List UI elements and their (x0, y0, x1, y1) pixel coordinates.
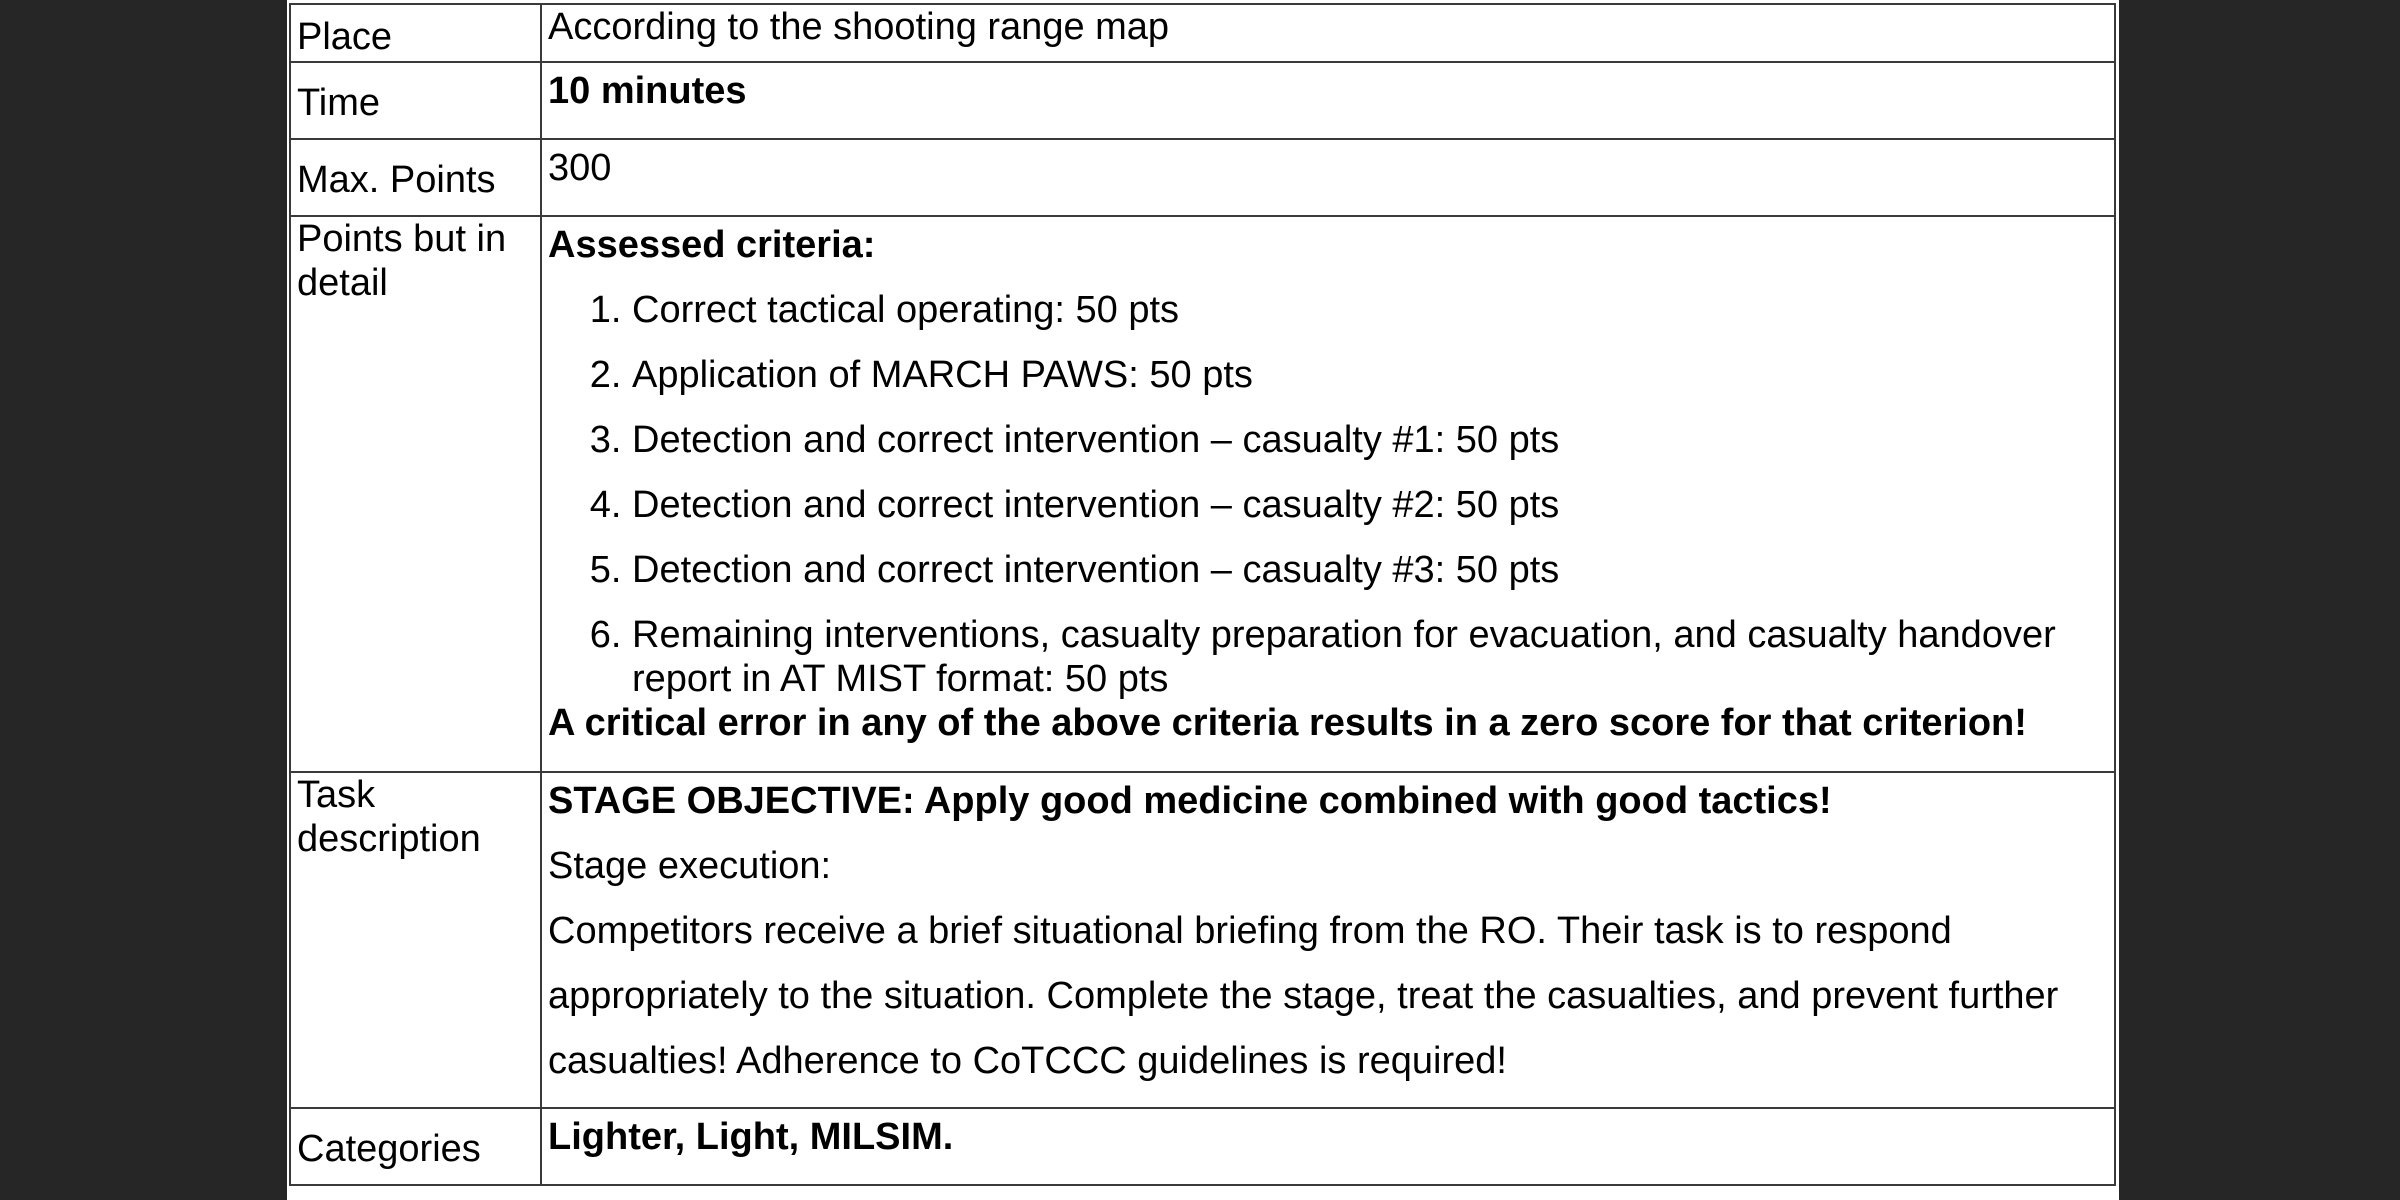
document-page (287, 0, 2119, 1200)
criteria-item: 6. Remaining interventions, casualty preparation for evacuation, and casualty handover report in AT MIST format: 50 pts (632, 613, 2114, 701)
criteria-item: 5. Detection and correct intervention – casualty #3: 50 pts (632, 548, 2114, 592)
table-row-max-points (290, 139, 2115, 216)
stage-objective: STAGE OBJECTIVE: Apply good medicine combined with good tactics! (548, 780, 1832, 822)
task-description-cell (541, 772, 2115, 1108)
stage-table (289, 3, 2116, 1186)
table-row-task-description (290, 772, 2115, 1108)
table-row-categories (290, 1108, 2115, 1185)
place-label: Place (290, 4, 541, 62)
criteria-item: 3. Detection and correct intervention – casualty #1: 50 pts (632, 418, 2114, 462)
table-row-time (290, 62, 2115, 139)
max-points-value: 300 (541, 139, 2115, 216)
points-detail-label: Points but in detail (290, 216, 541, 772)
max-points-label: Max. Points (290, 139, 541, 216)
criteria-item: 4. Detection and correct intervention – casualty #2: 50 pts (632, 483, 2114, 527)
stage-execution-label: Stage execution: (548, 845, 832, 887)
table-row-place (290, 4, 2115, 62)
criteria-heading: Assessed criteria: (548, 224, 876, 266)
table-row-points-detail (290, 216, 2115, 772)
criteria-item: 1. Correct tactical operating: 50 pts (632, 288, 2114, 332)
task-description-label: Task description (290, 772, 541, 1108)
time-value: 10 minutes (541, 62, 2115, 139)
criteria-item: 2. Application of MARCH PAWS: 50 pts (632, 353, 2114, 397)
categories-label: Categories (290, 1108, 541, 1185)
critical-error-note: A critical error in any of the above criteria results in a zero score for that criterion! (548, 702, 2027, 744)
categories-value: Lighter, Light, MILSIM. (541, 1108, 2115, 1185)
criteria-list (548, 288, 2114, 701)
task-description-text: Competitors receive a brief situational briefing from the RO. Their task is to respond appropriately to the situation. Complete the stage, treat the casualties, and prevent further casualties! Adherence to CoTCCC guidelines is required! (548, 910, 2059, 1082)
time-label: Time (290, 62, 541, 139)
place-value: According to the shooting range map (541, 4, 2115, 62)
points-detail-cell (541, 216, 2115, 772)
